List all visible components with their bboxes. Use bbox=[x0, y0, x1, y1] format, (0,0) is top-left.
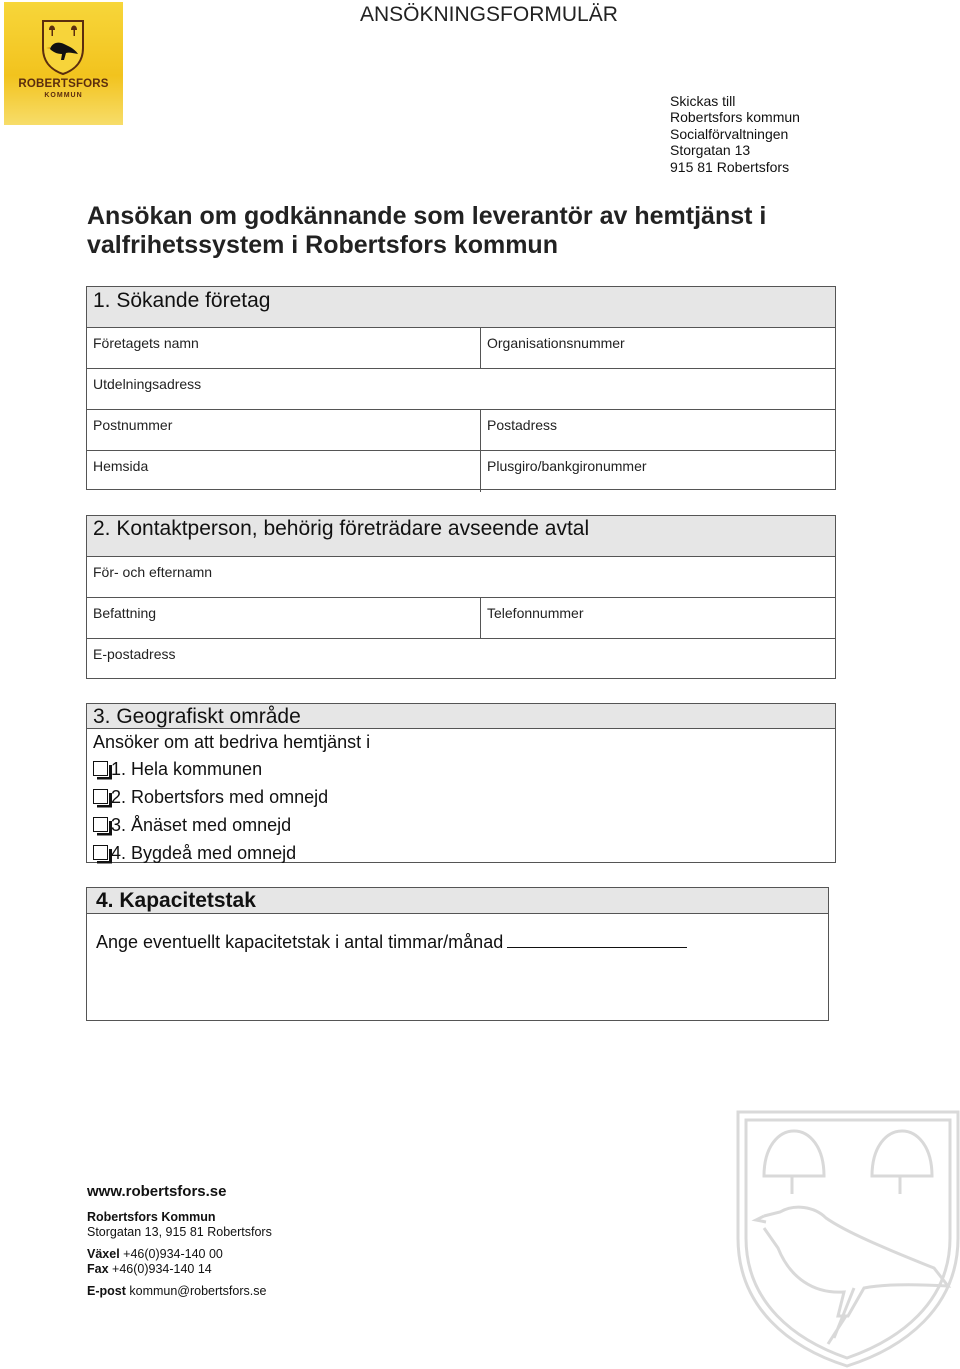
option-label: 3. Ånäset med omnejd bbox=[111, 815, 292, 835]
coat-of-arms-icon bbox=[40, 18, 86, 76]
section-geographic-area bbox=[86, 703, 836, 863]
form-row bbox=[87, 639, 835, 680]
field-org-number[interactable]: Organisationsnummer bbox=[480, 328, 835, 368]
checkbox-icon[interactable] bbox=[93, 845, 108, 860]
option-label: 2. Robertsfors med omnejd bbox=[111, 787, 329, 807]
area-option-2[interactable] bbox=[93, 783, 835, 811]
area-option-4[interactable] bbox=[93, 839, 835, 867]
option-label: 1. Hela kommunen bbox=[111, 759, 263, 779]
section-capacity-cap bbox=[86, 887, 829, 1021]
field-full-name[interactable]: För- och efternamn bbox=[93, 564, 213, 580]
footer bbox=[87, 1183, 272, 1299]
footer-org-name: Robertsfors Kommun bbox=[87, 1210, 216, 1224]
field-post-town[interactable]: Postadress bbox=[480, 410, 835, 450]
field-position[interactable]: Befattning bbox=[93, 605, 157, 621]
footer-phone bbox=[87, 1247, 272, 1262]
section-title: 2. Kontaktperson, behörig företrädare avseende avtal bbox=[87, 516, 835, 557]
logo-name: ROBERTSFORS bbox=[18, 78, 109, 90]
footer-address: Storgatan 13, 915 81 Robertsfors bbox=[87, 1225, 272, 1239]
form-row bbox=[87, 557, 835, 598]
form-row bbox=[87, 410, 835, 451]
area-option-1[interactable] bbox=[93, 755, 835, 783]
email-label: E-post bbox=[87, 1284, 126, 1298]
footer-email bbox=[87, 1284, 272, 1299]
section-title: 1. Sökande företag bbox=[87, 287, 835, 328]
send-to-address bbox=[670, 93, 800, 175]
form-row bbox=[87, 369, 835, 410]
checkbox-icon[interactable] bbox=[93, 789, 108, 804]
logo-subtitle: KOMMUN bbox=[44, 92, 83, 99]
area-option-3[interactable] bbox=[93, 811, 835, 839]
form-row bbox=[87, 598, 835, 639]
robertsfors-logo bbox=[4, 2, 123, 125]
section-title: 3. Geografiskt område bbox=[87, 704, 835, 729]
capacity-input-line[interactable] bbox=[507, 933, 687, 948]
phone-label: Växel bbox=[87, 1247, 120, 1261]
address-line: Robertsfors kommun bbox=[670, 109, 800, 126]
section-title: 4. Kapacitetstak bbox=[87, 888, 828, 914]
page-heading: Ansökan om godkännande som leverantör av hemtjänst i valfrihetssystem i Robertsfors kommun bbox=[87, 202, 767, 259]
field-phone[interactable]: Telefonnummer bbox=[480, 598, 835, 638]
coat-of-arms-watermark-icon bbox=[734, 1108, 960, 1369]
field-company-name[interactable]: Företagets namn bbox=[93, 335, 199, 351]
form-row bbox=[87, 328, 835, 369]
capacity-prompt: Ange eventuellt kapacitetstak i antal timmar/månad bbox=[96, 932, 504, 952]
fax-value: +46(0)934-140 14 bbox=[112, 1262, 212, 1276]
field-postal-address[interactable]: Utdelningsadress bbox=[93, 376, 202, 392]
form-title: ANSÖKNINGSFORMULÄR bbox=[360, 3, 618, 26]
field-website[interactable]: Hemsida bbox=[93, 458, 149, 474]
section-applicant-company bbox=[86, 286, 836, 490]
email-value[interactable]: kommun@robertsfors.se bbox=[129, 1284, 267, 1298]
field-email[interactable]: E-postadress bbox=[93, 646, 176, 662]
form-row bbox=[87, 451, 835, 492]
section-contact-person bbox=[86, 515, 836, 679]
phone-value: +46(0)934-140 00 bbox=[123, 1247, 223, 1261]
checkbox-icon[interactable] bbox=[93, 761, 108, 776]
field-giro-number[interactable]: Plusgiro/bankgironummer bbox=[480, 451, 835, 492]
footer-website-link[interactable]: www.robertsfors.se bbox=[87, 1183, 227, 1200]
address-line: Skickas till bbox=[670, 93, 736, 109]
fax-label: Fax bbox=[87, 1262, 109, 1276]
address-line: Socialförvaltningen bbox=[670, 125, 789, 142]
area-intro: Ansöker om att bedriva hemtjänst i bbox=[93, 732, 371, 752]
field-postcode[interactable]: Postnummer bbox=[93, 417, 173, 433]
address-line: 915 81 Robertsfors bbox=[670, 158, 790, 175]
address-line: Storgatan 13 bbox=[670, 142, 751, 159]
footer-fax bbox=[87, 1262, 272, 1277]
checkbox-icon[interactable] bbox=[93, 817, 108, 832]
option-label: 4. Bygdeå med omnejd bbox=[111, 843, 297, 863]
